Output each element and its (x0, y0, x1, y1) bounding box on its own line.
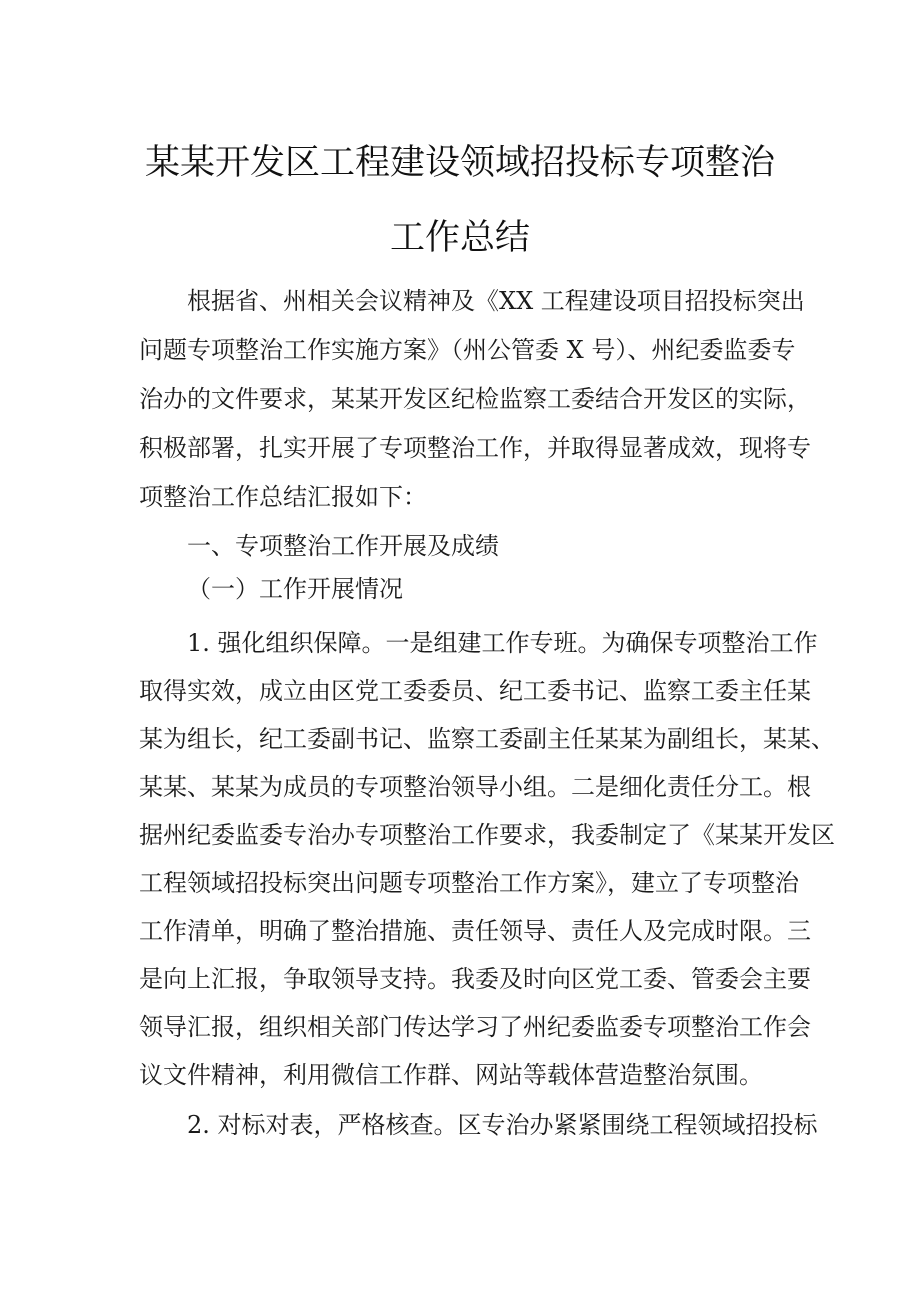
item1-paragraph-line: 1. 强化组织保障。一是组建工作专班。为确保专项整治工作 (187, 629, 818, 657)
item1-paragraph-line: 某为组长，纪工委副书记、监察工委副主任某某为副组长，某某、 (139, 725, 835, 753)
intro-paragraph-line: 根据省、州相关会议精神及《XX 工程建设项目招投标突出 (187, 287, 805, 315)
item1-paragraph-line: 据州纪委监委专治办专项整治工作要求，我委制定了《某某开发区 (139, 821, 835, 849)
subsection-heading: （一）工作开展情况 (187, 575, 403, 603)
item1-paragraph-line: 某某、某某为成员的专项整治领导小组。二是细化责任分工。根 (139, 773, 811, 801)
item2-paragraph-line: 2. 对标对表，严格核查。区专治办紧紧围绕工程领域招投标 (187, 1111, 818, 1139)
document-title-continued: 工作总结 (389, 218, 530, 258)
item1-paragraph-line: 是向上汇报，争取领导支持。我委及时向区党工委、管委会主要 (139, 965, 811, 993)
intro-paragraph-line: 项整治工作总结汇报如下： (139, 483, 427, 511)
intro-paragraph-line: 问题专项整治工作实施方案》（州公管委 X 号）、州纪委监委专 (139, 336, 796, 364)
item1-paragraph-line: 领导汇报，组织相关部门传达学习了州纪委监委专项整治工作会 (139, 1013, 811, 1041)
item1-paragraph-line: 工程领域招投标突出问题专项整治工作方案》，建立了专项整治 (139, 869, 799, 897)
intro-paragraph-line: 治办的文件要求，某某开发区纪检监察工委结合开发区的实际， (139, 385, 811, 413)
item1-paragraph-line: 取得实效，成立由区党工委委员、纪工委书记、监察工委主任某 (139, 677, 811, 705)
item1-paragraph-line: 议文件精神，利用微信工作群、网站等载体营造整治氛围。 (139, 1061, 763, 1089)
document-title: 某某开发区工程建设领域招投标专项整治 (144, 143, 775, 183)
section-heading: 一、专项整治工作开展及成绩 (187, 532, 499, 560)
item1-paragraph-line: 工作清单，明确了整治措施、责任领导、责任人及完成时限。三 (139, 917, 811, 945)
intro-paragraph-line: 积极部署，扎实开展了专项整治工作，并取得显著成效，现将专 (139, 434, 811, 462)
